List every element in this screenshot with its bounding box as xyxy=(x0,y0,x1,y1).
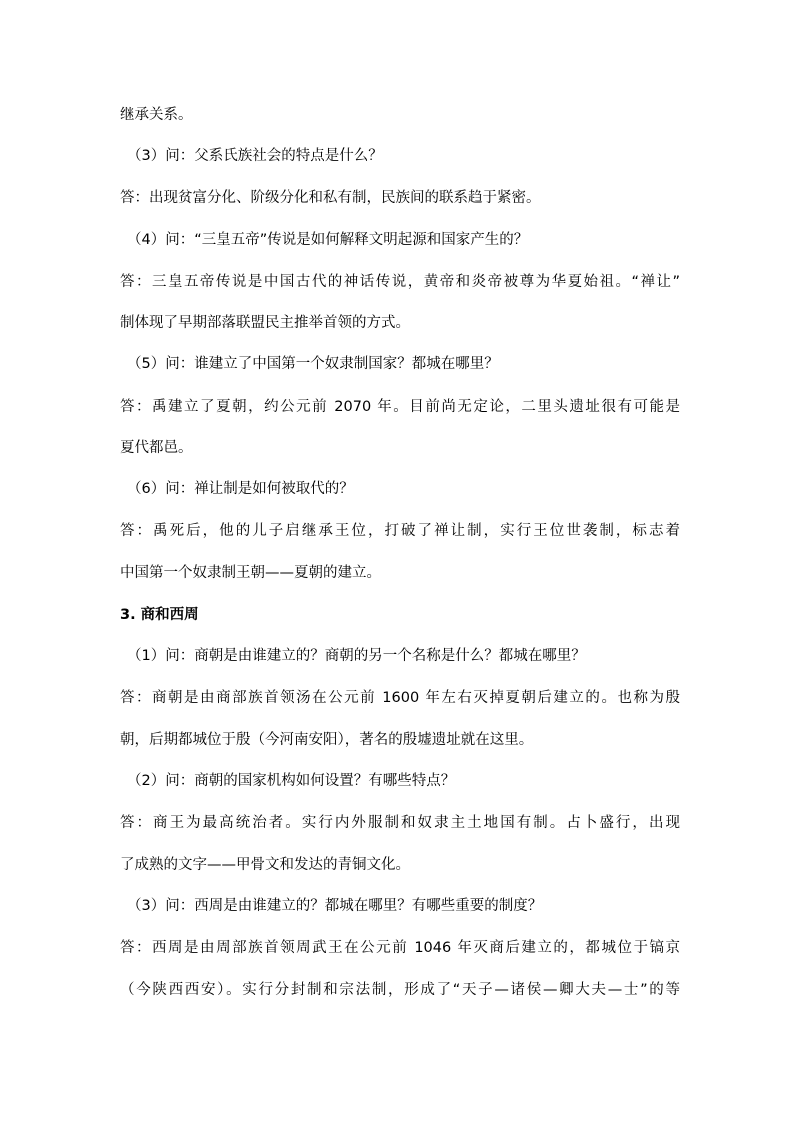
answer-4-line-1: 答：三皇五帝传说是中国古代的神话传说，黄帝和炎帝被尊为华夏始祖。“禅让” xyxy=(120,274,680,290)
question-s3-3: （3）问：西周是由谁建立的？都城在哪里？有哪些重要的制度？ xyxy=(127,898,543,914)
question-6: （6）问：禅让制是如何被取代的？ xyxy=(127,481,354,497)
answer-4-line-2: 制体现了早期部落联盟民主推举首领的方式。 xyxy=(120,315,410,331)
question-5: （5）问：谁建立了中国第一个奴隶制国家？都城在哪里？ xyxy=(127,356,499,372)
question-3: （3）问：父系氏族社会的特点是什么？ xyxy=(127,148,383,164)
section-heading: 3. 商和西周 xyxy=(120,607,199,623)
answer-s3-1-line-1: 答：商朝是由商部族首领汤在公元前 1600 年左右灭掉夏朝后建立的。也称为殷 xyxy=(120,690,680,706)
answer-continuation: 继承关系。 xyxy=(120,107,193,123)
question-s3-2: （2）问：商朝的国家机构如何设置？有哪些特点？ xyxy=(127,773,456,789)
answer-3: 答：出现贫富分化、阶级分化和私有制，民族间的联系趋于紧密。 xyxy=(120,190,541,206)
answer-6-line-2: 中国第一个奴隶制王朝——夏朝的建立。 xyxy=(120,565,381,581)
answer-s3-3-line-2: （今陕西西安）。实行分封制和宗法制，形成了“天子—诸侯—卿大夫—士”的等 xyxy=(120,982,680,998)
answer-s3-3-line-1: 答：西周是由周部族首领周武王在公元前 1046 年灭商后建立的，都城位于镐京 xyxy=(120,940,680,956)
answer-s3-2-line-2: 了成熟的文字——甲骨文和发达的青铜文化。 xyxy=(120,857,410,873)
answer-6-line-1: 答：禹死后，他的儿子启继承王位，打破了禅让制，实行王位世袭制，标志着 xyxy=(120,523,680,539)
answer-s3-2-line-1: 答：商王为最高统治者。实行内外服制和奴隶主土地国有制。占卜盛行，出现 xyxy=(120,815,680,831)
question-4: （4）问：“三皇五帝”传说是如何解释文明起源和国家产生的？ xyxy=(127,232,529,248)
answer-5-line-1: 答：禹建立了夏朝，约公元前 2070 年。目前尚无定论，二里头遗址很有可能是 xyxy=(120,399,680,415)
question-s3-1: （1）问：商朝是由谁建立的？商朝的另一个名称是什么？都城在哪里？ xyxy=(127,648,586,664)
answer-5-line-2: 夏代都邑。 xyxy=(120,440,193,456)
answer-s3-1-line-2: 朝，后期都城位于殷（今河南安阳），著名的殷墟遗址就在这里。 xyxy=(120,732,534,748)
